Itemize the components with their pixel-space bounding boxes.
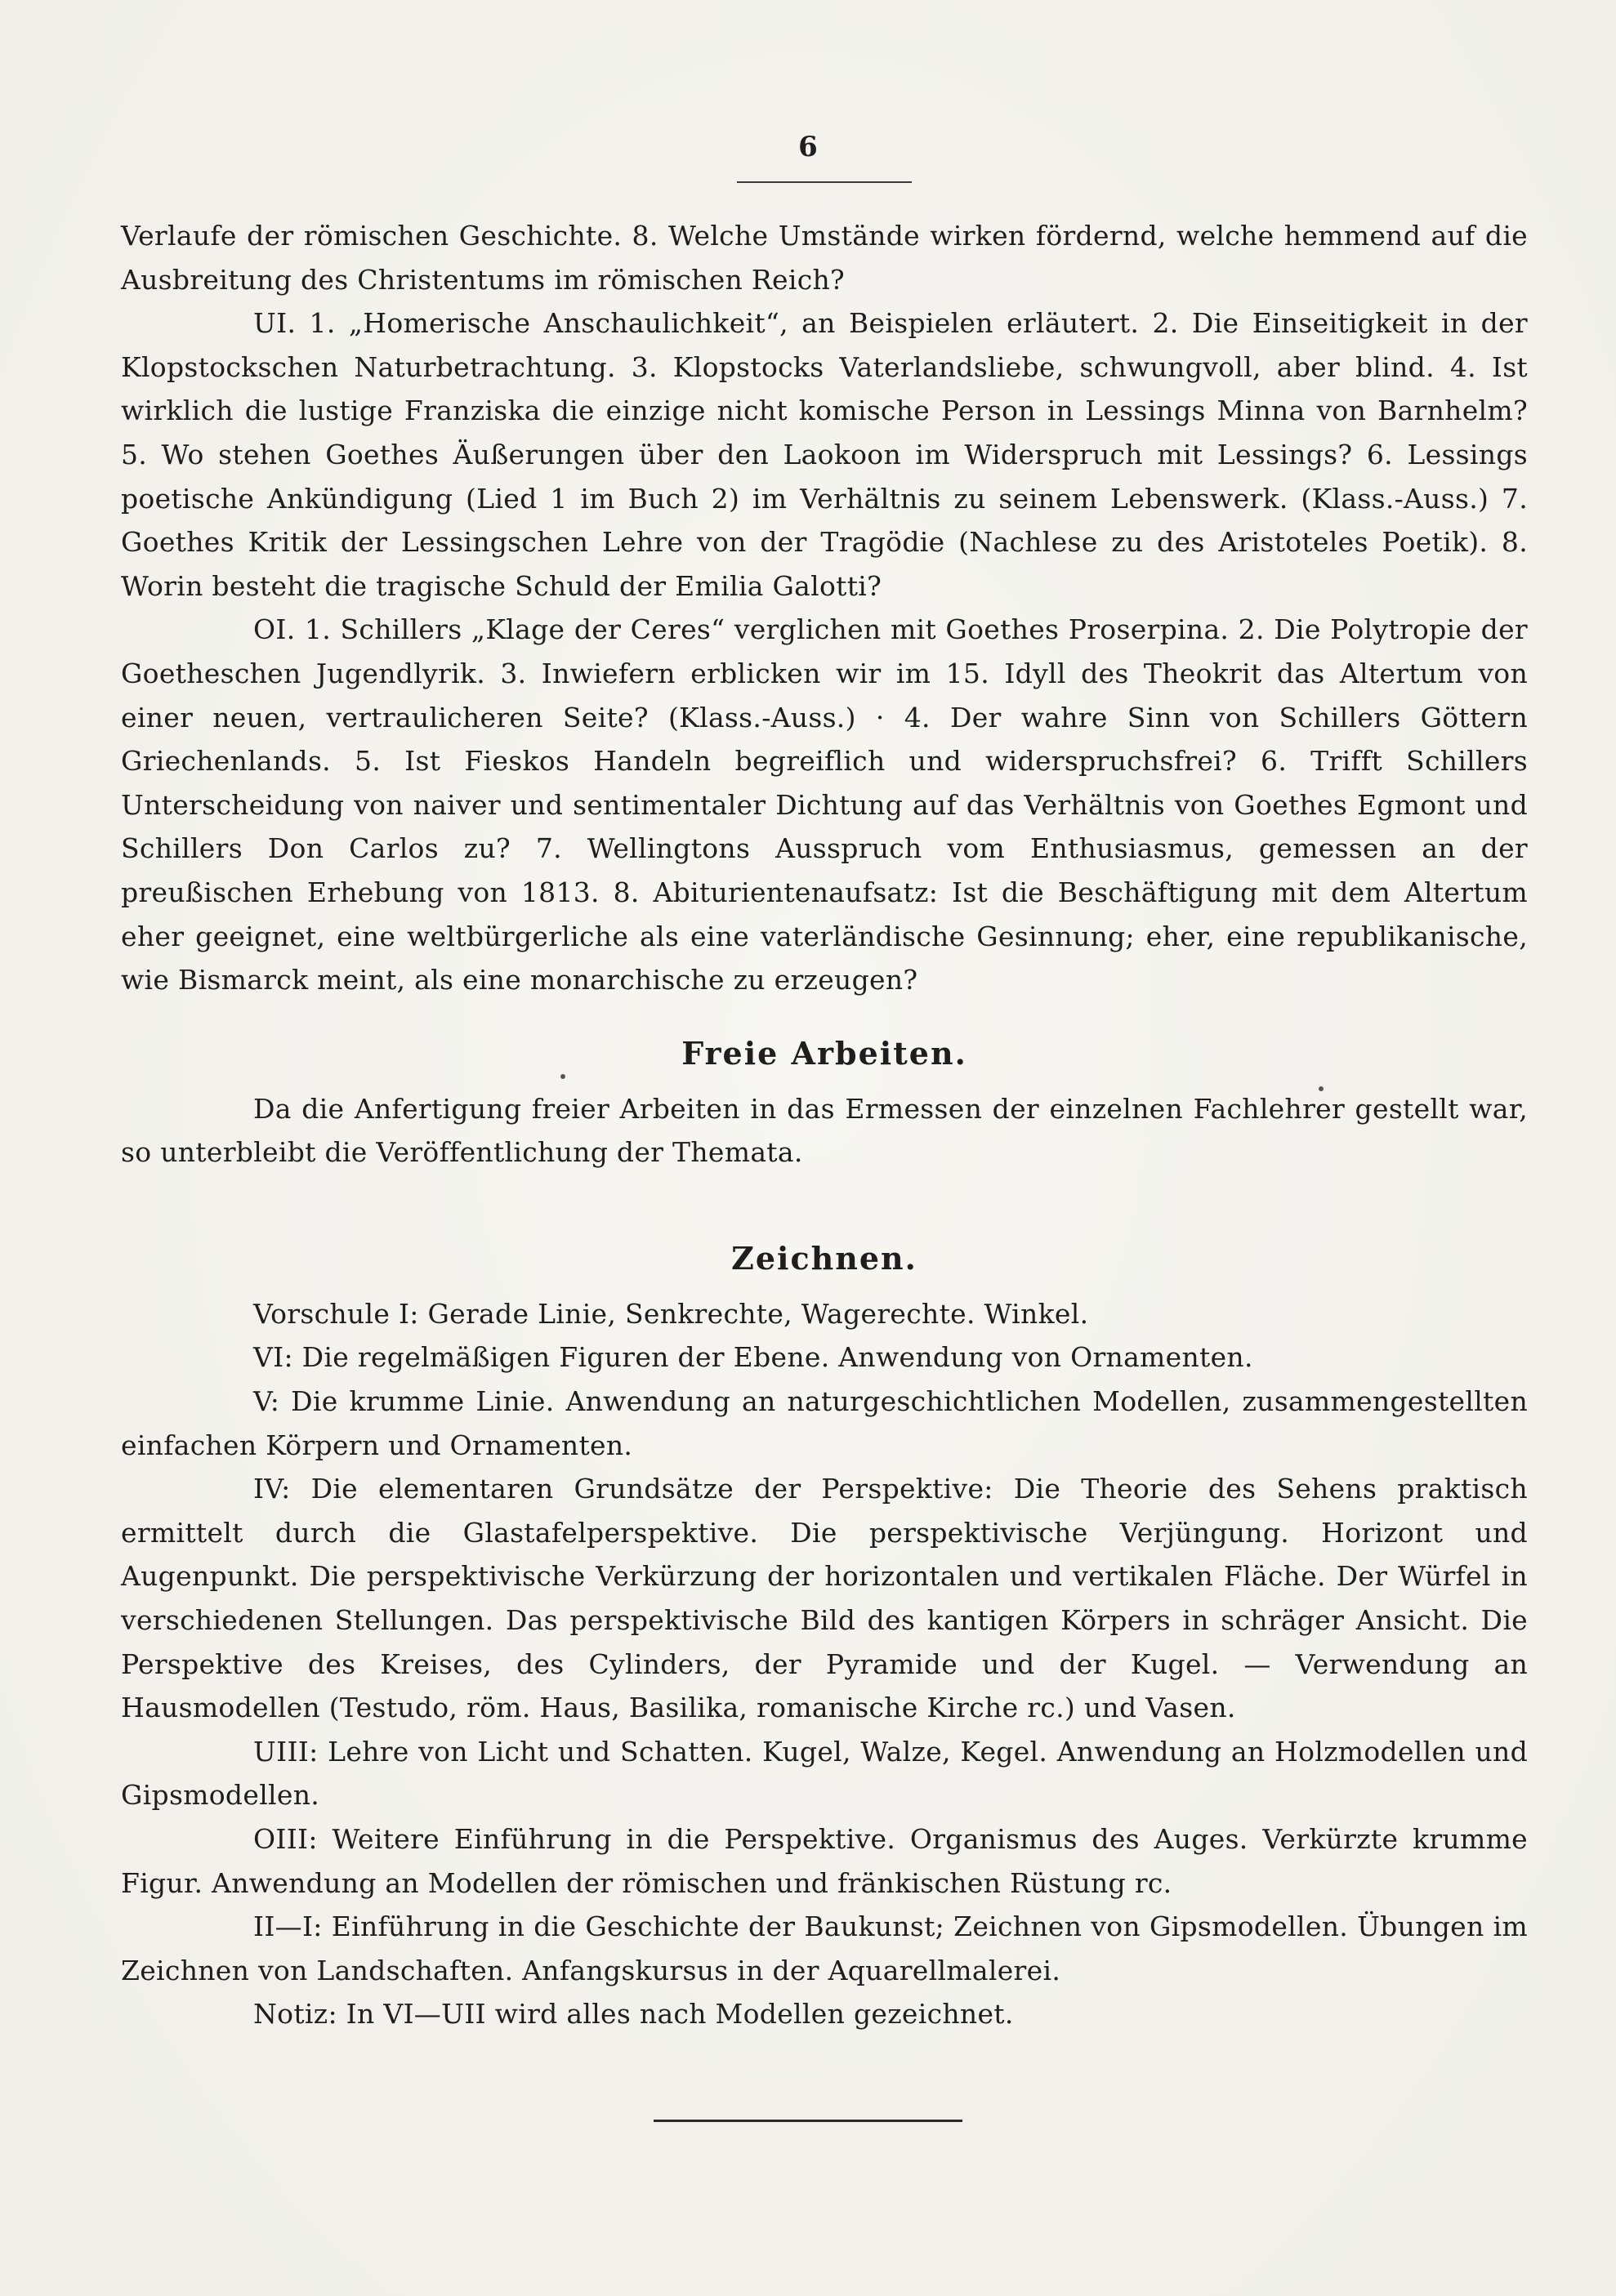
zeichnen-notiz: Notiz: In VI—UII wird alles nach Modellen gezeichnet.	[253, 1998, 1014, 2031]
zeichnen-v: V: Die krumme Linie. Anwendung an naturgeschichtlichen Modellen, zusammengestellten einfachen Körpern und Ornamenten.	[121, 1385, 1528, 1461]
intro-paragraph: Verlaufe der römischen Geschichte. 8. Welche Umstände wirken fördernd, welche hemmend auf die Ausbreitung des Christentums im römischen Reich?	[121, 220, 1528, 296]
body-text	[121, 214, 1528, 2036]
zeichnen-oiii: OIII: Weitere Einführung in die Perspektive. Organismus des Auges. Verkürzte krumme Figur. Anwendung an Modellen der römischen und fränkischen Rüstung rc.	[121, 1823, 1528, 1899]
section-title-freie-arbeiten: Freie Arbeiten.	[681, 1034, 967, 1072]
zeichnen-uiii: UIII: Lehre von Licht und Schatten. Kugel, Walze, Kegel. Anwendung an Holzmodellen und Gipsmodellen.	[121, 1735, 1528, 1812]
header-rule	[737, 181, 912, 183]
oi-paragraph: OI. 1. Schillers „Klage der Ceres“ verglichen mit Goethes Proserpina. 2. Die Polytropie der Goetheschen Jugendlyrik. 3. Inwiefern erblicken wir im 15. Idyll des Theokrit das Altertum von einer neuen, vertraulicheren Seite? (Klass.-Auss.) · 4. Der wahre Sinn von Schillers Göttern Griechenlands. 5. Ist Fieskos Handeln begreiflich und widerspruchsfrei? 6. Trifft Schillers Unterscheidung von naiver und sentimentaler Dichtung auf das Verhältnis von Goethes Egmont und Schillers Don Carlos zu? 7. Wellingtons Ausspruch vom Enthusiasmus, gemessen an der preußischen Erhebung von 1813. 8. Abiturientenaufsatz: Ist die Beschäftigung mit dem Altertum eher geeignet, eine weltbürgerliche als eine vaterländische Gesinnung; eher, eine republikanische, wie Bismarck meint, als eine monarchische zu erzeugen?	[121, 613, 1528, 996]
zeichnen-vorschule: Vorschule I: Gerade Linie, Senkrechte, Wagerechte. Winkel.	[253, 1297, 1089, 1330]
zeichnen-vi: VI: Die regelmäßigen Figuren der Ebene. Anwendung von Ornamenten.	[253, 1341, 1253, 1374]
section-title-zeichnen: Zeichnen.	[731, 1239, 917, 1277]
zeichnen-ii-i: II—I: Einführung in die Geschichte der Baukunst; Zeichnen von Gipsmodellen. Übungen im Zeichnen von Landschaften. Anfangskursus in der Aquarellmalerei.	[121, 1910, 1528, 1986]
ui-paragraph: UI. 1. „Homerische Anschaulichkeit“, an Beispielen erläutert. 2. Die Einseitigkeit in der Klopstockschen Naturbetrachtung. 3. Klopstocks Vaterlandsliebe, schwungvoll, aber blind. 4. Ist wirklich die lustige Franziska die einzige nicht komische Person in Lessings Minna von Barnhelm? 5. Wo stehen Goethes Äußerungen über den Laokoon im Widerspruch mit Lessings? 6. Lessings poetische Ankündigung (Lied 1 im Buch 2) im Verhältnis zu seinem Lebenswerk. (Klass.-Auss.) 7. Goethes Kritik der Lessingschen Lehre von der Tragödie (Nachlese zu des Aristoteles Poetik). 8. Worin besteht die tragische Schuld der Emilia Galotti?	[121, 307, 1528, 602]
print-speck-mark	[1319, 1086, 1324, 1091]
footer-rule	[654, 2120, 962, 2122]
freie-arbeiten-paragraph: Da die Anfertigung freier Arbeiten in das Ermessen der einzelnen Fachlehrer gestellt war, so unterbleibt die Veröffentlichung der Themata.	[121, 1092, 1528, 1169]
zeichnen-iv: IV: Die elementaren Grundsätze der Perspektive: Die Theorie des Sehens praktisch ermittelt durch die Glastafelperspektive. Die perspektivische Verjüngung. Horizont und Augenpunkt. Die perspektivische Verkürzung der horizontalen und vertikalen Fläche. Der Würfel in verschiedenen Stellungen. Das perspektivische Bild des kantigen Körpers in schräger Ansicht. Die Perspektive des Kreises, des Cylinders, der Pyramide und der Kugel. — Verwendung an Hausmodellen (Testudo, röm. Haus, Basilika, romanische Kirche rc.) und Vasen.	[121, 1473, 1528, 1724]
page-number: 6	[798, 131, 818, 163]
print-speck-mark	[560, 1074, 565, 1079]
